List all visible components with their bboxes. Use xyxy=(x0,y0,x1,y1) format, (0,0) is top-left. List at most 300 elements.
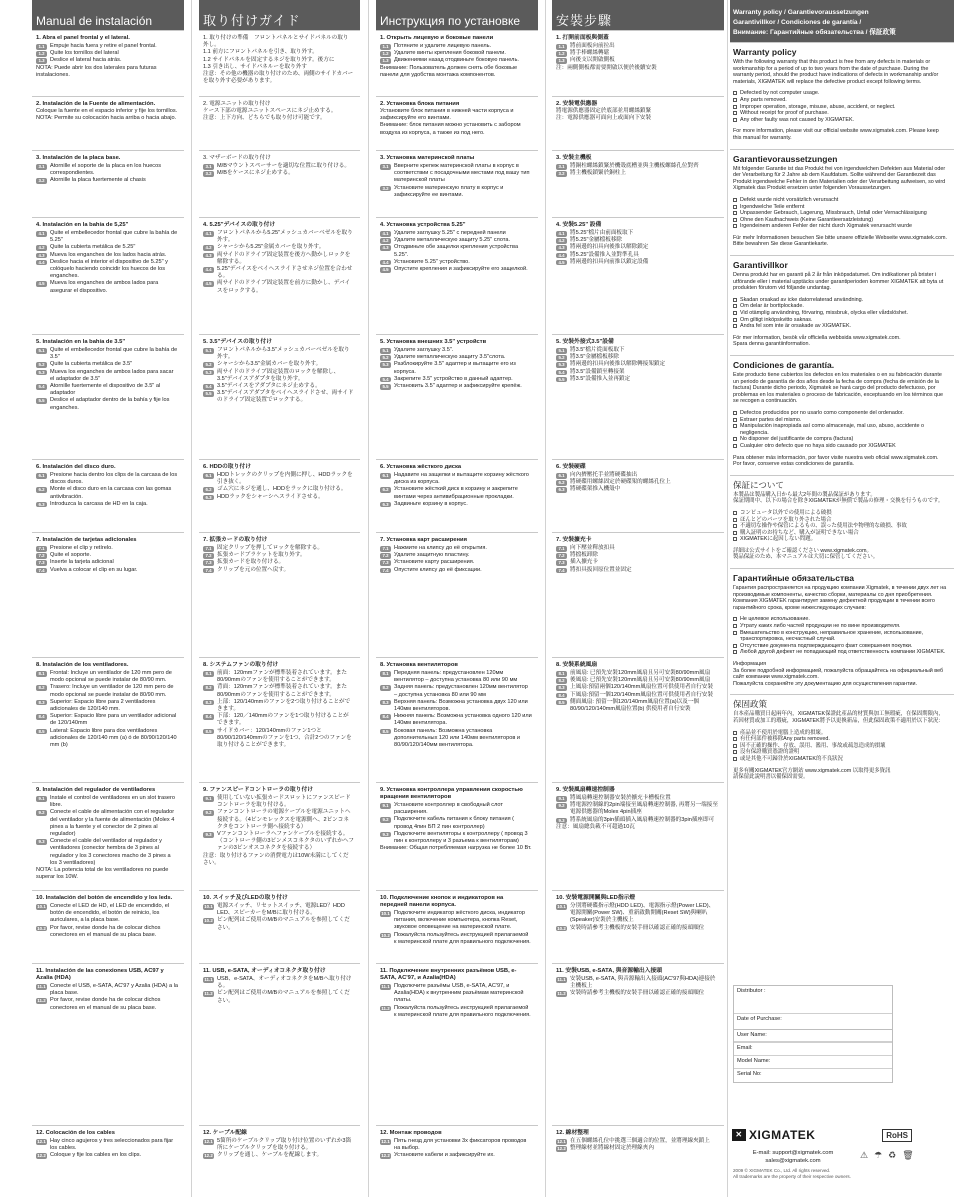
step-number-badge: 11.2 xyxy=(557,991,566,997)
checkbox-icon xyxy=(733,311,737,315)
step-number-badge: 9.1 xyxy=(556,796,567,802)
warranty-exclusion-text: Manipulación inapropiada así como almacenaje, mal uso, abuso, accidente o negligencia. xyxy=(740,423,924,436)
step-number-badge: 9.3 xyxy=(380,832,391,838)
step-text: Frontal: Incluye un ventilador de 120 mm pero de modo opcional se puede instalar de 80/90 mm. xyxy=(50,670,172,684)
step-number-badge: 8.2 xyxy=(380,685,391,691)
step-text: 插入擴充卡 xyxy=(570,559,598,566)
step-item xyxy=(380,50,532,57)
warranty-exclusion-text: Отсутствие документа подтверждающего факт совершения покупки. xyxy=(740,642,913,649)
warranty-exclusion-item xyxy=(733,423,948,436)
instruction-section xyxy=(552,532,724,657)
warranty-exclusion-item xyxy=(733,104,948,111)
step-list xyxy=(36,230,178,295)
step-text: 將5.25"檔片由前面板取下 xyxy=(570,230,634,236)
step-text: Vuelva a colocar el clip en su lugar. xyxy=(50,566,138,573)
warranty-exclusion-item xyxy=(733,323,948,330)
step-list xyxy=(380,983,532,1019)
step-item xyxy=(36,383,178,397)
warranty-exclusion-text: 購入証明のお持ちなど、購入が証明できない場合 xyxy=(740,529,859,536)
step-item xyxy=(36,997,178,1011)
step-number-badge: 1.1 xyxy=(36,44,47,50)
step-list xyxy=(36,795,178,867)
step-text: Quite el embellecedor frontal que cubre la bahía de 5.25" xyxy=(50,230,178,244)
step-text: 使用していない拡張カードスロットにファンスピードコントローラを取り付ける。 xyxy=(217,795,351,809)
step-text: Superior: Espacio libre para 2 ventiladores adicionales de 120/140 mm. xyxy=(50,698,156,713)
step-text: Conecte el USB, e-SATA, AC'97 y Azalia (HDA) a la placa base. xyxy=(50,983,179,997)
section-title: 12. Монтаж проводов xyxy=(380,1130,442,1136)
step-number-badge: 6.1 xyxy=(556,473,567,479)
instruction-section xyxy=(199,963,360,1125)
section-title: 8. 安裝系統風扇 xyxy=(556,662,598,668)
step-list xyxy=(203,795,354,853)
step-number-badge: 5.3 xyxy=(203,370,214,376)
step-text: 將主機板鎖緊於銅柱上 xyxy=(570,170,626,177)
section-title: 10. Подключение кнопок и индикаторов на передней панели корпуса. xyxy=(380,895,504,908)
step-number-badge: 4.4 xyxy=(203,267,214,273)
step-text: Нижняя панель: Возможна установка одного 120 или 140мм вентилятора. xyxy=(394,713,532,727)
step-number-badge: 4.3 xyxy=(36,253,47,259)
step-list xyxy=(556,43,718,65)
warranty-exclusion-list xyxy=(733,410,948,450)
step-item xyxy=(36,347,178,361)
instruction-section xyxy=(376,963,538,1125)
step-list xyxy=(380,43,532,65)
warranty-exclusion-item xyxy=(733,756,948,763)
checkbox-icon xyxy=(733,411,737,415)
warranty-exclusion-text: 或是其他不可歸咎於XIGMATEK的不良狀況 xyxy=(740,755,843,762)
step-list xyxy=(556,472,718,494)
step-number-badge: 10.2 xyxy=(557,925,566,931)
step-number-badge: 7.2 xyxy=(380,553,391,559)
step-item xyxy=(556,817,718,824)
step-number-badge: 12.1 xyxy=(204,1139,213,1144)
section-title: 8. Установка вентиляторов xyxy=(380,662,458,668)
distributor-field[interactable]: Distributor : xyxy=(734,986,892,1014)
section-title: 5. 3.5"デバイスの取り付け xyxy=(203,339,273,345)
step-list xyxy=(380,472,532,508)
warranty-intro: Este producto tiene cubiertos los defectos en los materiales o en su fabricación durante un periodo de garantía de dos años desde la fecha de compra (fecha de emisión de la factura) Durante dicho periodo, Xigmatek se hará cargo del producto defectuoso, por problemas en los materiales o proceso de fabricación, exceptuando en los términos que se recogen a continuación. xyxy=(733,372,944,405)
step-text: Por favor, revise donde ha de colocar dichos conectores en el manual de su placa base. xyxy=(50,924,161,938)
step-item xyxy=(203,728,354,750)
email-field[interactable]: Email: xyxy=(734,1043,892,1056)
warranty-exclusion-item xyxy=(733,204,948,211)
step-number-badge: 7.3 xyxy=(556,560,567,566)
step-text: Quite la cubierta metálica de 3.5" xyxy=(50,361,133,368)
step-list xyxy=(380,670,532,749)
instruction-section xyxy=(552,963,724,1125)
step-list xyxy=(556,230,718,266)
step-item xyxy=(556,903,718,925)
step-list xyxy=(36,1138,178,1160)
weee-bin-icon: 🗑 xyxy=(902,1150,914,1160)
step-text: 將硬碟用螺絲固定於硬碟架的螺絲孔位上 xyxy=(570,479,671,486)
column-divider xyxy=(191,0,192,1197)
step-list xyxy=(556,670,718,713)
column-header-ru: Инструкция по установке xyxy=(376,0,538,30)
step-text: 3.5"デバイスアダプタをベイへスライドさせ、両サイドのドライブ固定装置でロックする。 xyxy=(217,390,354,404)
step-item xyxy=(380,699,532,713)
instruction-section xyxy=(199,217,360,334)
instruction-section xyxy=(32,532,184,657)
step-item xyxy=(36,230,178,244)
step-number-badge: 1.3 xyxy=(556,58,567,64)
step-number-badge: 3.2 xyxy=(203,171,214,177)
step-item xyxy=(556,244,718,251)
warranty-exclusion-text: Вмешательство в конструкцию, неправильное хранение, использование, транспортировка, несчастный случай. xyxy=(740,629,924,643)
step-item xyxy=(36,397,178,411)
section-title: 4. 安裝5.25" 設備 xyxy=(556,222,602,228)
step-number-badge: 8.5 xyxy=(556,700,567,706)
step-item xyxy=(380,57,532,64)
fragile-icon: ⚠ xyxy=(860,1150,869,1160)
step-number-badge: 8.2 xyxy=(36,685,47,691)
section-title: 9. ファンスピードコントローラの取り付け xyxy=(203,787,314,793)
step-item xyxy=(380,670,532,684)
step-number-badge: 12.1 xyxy=(557,1139,566,1144)
step-number-badge: 1.3 xyxy=(36,58,47,64)
step-text: Empuje hacia fuera y retire el panel frontal. xyxy=(50,43,157,49)
purchase-date-field[interactable]: Date of Purchase: xyxy=(734,1014,892,1042)
step-number-badge: 9.1 xyxy=(36,796,47,802)
step-number-badge: 8.3 xyxy=(36,700,47,706)
warranty-section-title: Warranty policy xyxy=(733,47,797,57)
step-list xyxy=(556,795,718,824)
step-number-badge: 8.5 xyxy=(36,729,47,735)
instruction-section xyxy=(32,657,184,782)
step-number-badge: 6.2 xyxy=(203,487,214,493)
step-list xyxy=(380,347,532,390)
warranty-intro: With the following warranty that this product is free from any defects in materials or workmanship for a period of up to two years from the date of purchase. During the warranty period, should the product have indications of defects in workmanship and/or materials, XIGMATEK will replace the defective product except following terms. xyxy=(733,59,939,85)
step-item xyxy=(36,259,178,281)
step-number-badge: 4.2 xyxy=(203,245,214,251)
step-number-badge: 8.1 xyxy=(203,671,214,677)
step-item xyxy=(380,545,532,552)
step-item xyxy=(380,831,532,845)
step-item xyxy=(203,567,354,574)
warranty-intro: Denna produkt har en garanti på 2 år från inköpsdatumet. Om indikationer på brister i utförande eller i material upptäcks under garantiperioden kommer XIGMATEK att byta ut produkten förutom vid följande undantag. xyxy=(733,272,944,292)
column-ja xyxy=(199,0,360,1197)
step-text: Подключите кабель питания к блоку питания ( провод 4пин БП 2 пин контроллер) xyxy=(394,816,515,830)
section-title: 9. Instalación del regulador de ventiladores xyxy=(36,787,156,793)
warranty-exclusion-list xyxy=(733,510,948,543)
instruction-section xyxy=(376,459,538,532)
step-number-badge: 7.1 xyxy=(36,546,47,552)
warranty-exclusion-text: No disponer del justificante de compra (factura) xyxy=(740,436,854,443)
step-item xyxy=(380,163,532,185)
step-number-badge: 1.3 xyxy=(380,58,391,64)
step-text: Установите жёсткий диск в корзину и закрепите винтами через антивибрационные прокладки. xyxy=(394,486,518,500)
step-number-badge: 5.3 xyxy=(556,362,567,368)
step-text: 將前面板向前拉出 xyxy=(570,43,615,49)
checkbox-icon xyxy=(733,518,737,522)
step-number-badge: 11.2 xyxy=(204,991,213,997)
brand-name: XIGMATEK xyxy=(749,1128,816,1142)
step-number-badge: 5.2 xyxy=(203,362,214,368)
warranty-exclusion-text: Om giltigt inköpskvitto saknas. xyxy=(740,316,813,323)
section-note: 3. マザーボードの取り付け xyxy=(203,155,271,161)
step-list xyxy=(380,1138,532,1160)
section-title: 6. Instalación del disco duro. xyxy=(36,464,116,470)
instruction-section xyxy=(199,30,360,96)
step-number-badge: 6.1 xyxy=(203,473,214,479)
step-number-badge: 10.1 xyxy=(204,904,213,909)
warranty-intro: 本製品は製品購入日から最大2年間の製品保証があります。 保証期間中、以下の場合を除きXIGMATEKが無償で製品の修理・交換を行うものです。 xyxy=(733,491,944,505)
warranty-exclusion-text: 有任何部件被移除Any parts removed. xyxy=(740,736,830,743)
step-list xyxy=(556,545,718,574)
step-item xyxy=(203,795,354,809)
step-number-badge: 5.4 xyxy=(380,377,391,383)
step-text: 5箇所のケーブルクリップ取り付け位置のいずれか3箇所にケーブルクリップを取り付ける。 xyxy=(217,1138,352,1152)
column-zh xyxy=(552,0,724,1197)
step-text: 將電源控制線的2pin端接至風扇轉速控制器, 再將另一端接至電源供應器的Molex 4pin插座 xyxy=(570,802,718,816)
step-item xyxy=(380,983,532,1005)
step-item xyxy=(556,369,718,376)
step-number-badge: 8.1 xyxy=(380,671,391,677)
step-text: Hay cinco agujeros y tres seleccionados para fijar los cables. xyxy=(50,1138,174,1152)
step-number-badge: 5.5 xyxy=(556,377,567,383)
step-item xyxy=(556,925,718,932)
step-item xyxy=(556,259,718,266)
warranty-exclusion-text: Om delar är borttplockade. xyxy=(740,303,804,310)
step-item xyxy=(36,252,178,259)
section-title: 11. Подключение внутренних разъёмов USB, e-SATA, AC'97, и Azalia(HDA) xyxy=(380,968,517,981)
warranty-exclusion-item xyxy=(733,97,948,104)
warranty-section xyxy=(730,355,954,475)
warranty-exclusion-text: Vid otämplig användning, förvaring, missbruk, olycka eller vårdslöshet. xyxy=(740,310,908,317)
step-text: Lateral: Espacio libre para dos ventiladores adicionales de 120/140 mm (a) ó de 80/90/120/140 mm (b) xyxy=(50,727,177,749)
warranty-section xyxy=(730,694,954,787)
warranty-exclusion-text: Irgendeinem anderen Fehler der nicht durch Xigmatek verursacht wurde xyxy=(740,223,912,230)
step-number-badge: 1.2 xyxy=(556,51,567,57)
section-title: 12. Colocación de los cables xyxy=(36,1130,115,1136)
section-note: 注意：取り付けるファンの消費電力は10W未満にしてください。 xyxy=(203,852,349,866)
warranty-outro: 更多有關XIGMATEK官方網站 www.xigmatek.com 以取得更多資訊 請保留此說明書以備保固需要。 xyxy=(733,767,891,781)
step-number-badge: 6.3 xyxy=(380,502,391,508)
checkbox-icon xyxy=(733,98,737,102)
brand-row xyxy=(732,1124,912,1146)
step-number-badge: 5.5 xyxy=(203,391,214,397)
umbrella-icon: ☂ xyxy=(874,1150,883,1160)
step-number-badge: 9.2 xyxy=(556,803,567,809)
step-number-badge: 3.2 xyxy=(556,171,567,177)
user-name-field[interactable]: User Name: xyxy=(734,1030,892,1043)
step-item xyxy=(380,347,532,354)
step-item xyxy=(203,1152,354,1159)
step-text: 向下壓並釋放扣具 xyxy=(570,545,615,551)
step-number-badge: 7.2 xyxy=(36,553,47,559)
step-list xyxy=(556,1138,718,1152)
step-text: 分別將硬碟指示燈(HDD LED)、電源指示燈(Power LED)、電源開關(Power SW)、重新啟動開關(Reset SW)與喇叭(Speaker)安裝於主機板上 xyxy=(570,903,715,924)
step-text: Пять гнезд для установки 3х фиксаторов проводов на выбор. xyxy=(394,1138,527,1152)
section-title: 9. Установка контроллера управления скоростью вращения вентиляторов xyxy=(380,787,523,800)
step-item xyxy=(36,728,178,750)
warranty-exclusion-list xyxy=(733,730,948,763)
warranty-outro: För mer information, besök vår officiella webbsida www.xigmatek.com. Spara denna garantiinformation. xyxy=(733,334,901,348)
section-title: 7. 安裝擴充卡 xyxy=(556,537,592,543)
step-text: 將風扇轉速控制器安裝於擴充卡槽板位置 xyxy=(570,795,671,801)
step-text: サイドカバー：120/140mmのファン1つと80/90/120/140mmのファンを1つ、合計2つのファンを取り付けることができます。 xyxy=(217,727,352,749)
step-number-badge: 5.2 xyxy=(556,355,567,361)
step-item xyxy=(556,802,718,816)
step-item xyxy=(36,670,178,684)
warranty-exclusion-item xyxy=(733,90,948,97)
instruction-section xyxy=(552,150,724,217)
step-item xyxy=(556,976,718,990)
step-item xyxy=(203,230,354,244)
instruction-section xyxy=(199,150,360,217)
step-list xyxy=(36,670,178,749)
step-text: Mueva los enganches de ambos lados para asegurar el dispositivo. xyxy=(50,280,159,294)
step-item xyxy=(203,917,354,931)
step-item xyxy=(203,361,354,368)
column-es xyxy=(32,0,184,1197)
step-item xyxy=(556,567,718,574)
step-text: Quite el embellecedor frontal que cubre la bahía de 3.5" xyxy=(50,347,178,361)
instruction-section xyxy=(376,30,538,96)
step-list xyxy=(36,903,178,939)
checkbox-icon xyxy=(733,111,737,115)
step-text: Deslice el lateral hacia atrás. xyxy=(50,57,122,64)
step-item xyxy=(36,903,178,925)
step-number-badge: 8.1 xyxy=(36,671,47,677)
instruction-section xyxy=(199,532,360,657)
section-title: 5. Установка внешних 3.5" устройств xyxy=(380,339,487,345)
checkbox-icon xyxy=(733,211,737,215)
warranty-exclusion-text: ほんとどのパーツを取り外された場合 xyxy=(740,516,832,523)
warranty-exclusion-item xyxy=(733,749,948,756)
step-item xyxy=(203,347,354,361)
warranty-exclusion-item xyxy=(733,410,948,417)
step-text: Установите контроллер в свободный слот расширения. xyxy=(394,802,503,816)
step-text: Trasero: Incluye un ventilador de 120 mm pero de modo opcional se puede instalar de 80/90 mm. xyxy=(50,684,174,698)
step-number-badge: 8.5 xyxy=(380,729,391,735)
warranty-section xyxy=(730,149,954,256)
step-text: 両サイドのドライブ固定装置を後方へ動かしロックを解除する。 xyxy=(217,251,351,265)
step-number-badge: 10.1 xyxy=(557,904,566,909)
step-number-badge: 7.3 xyxy=(36,560,47,566)
step-list xyxy=(203,163,354,177)
section-title: 3. 安裝主機板 xyxy=(556,155,592,161)
step-number-badge: 3.2 xyxy=(380,186,391,192)
step-number-badge: 7.4 xyxy=(556,568,567,574)
section-title: 2. Instalación de la Fuente de alimentación. xyxy=(36,101,156,107)
instruction-section xyxy=(32,96,184,150)
warranty-exclusion-text: Extraer partes del mismo. xyxy=(740,416,802,423)
step-text: 安裝USB, e-SATA, 與音源輸出入接頭(AC'97與HDA)連接於主機板上 xyxy=(570,976,716,990)
step-number-badge: 4.5 xyxy=(203,281,214,287)
warranty-exclusion-text: Не целевое использование. xyxy=(740,616,810,623)
checkbox-icon xyxy=(733,198,737,202)
step-text: 5.25"デバイスをベイへスライドさせネジ位置を合わせる。 xyxy=(217,266,353,280)
section-title: 10. Instalación del botón de encendido y los leds. xyxy=(36,895,173,901)
instruction-section xyxy=(376,1125,538,1197)
step-text: M/Bをケースにネジ止めする。 xyxy=(217,170,294,177)
step-text: Опустите крепления и зафиксируйте его защелкой. xyxy=(394,266,528,273)
instruction-section xyxy=(376,96,538,150)
step-text: 將系統風扇的3pin插頭插入風扇轉速控制器的3pin插座即可 xyxy=(570,816,715,823)
step-item xyxy=(36,699,178,713)
instruction-section xyxy=(199,96,360,150)
model-name-field[interactable]: Model Name: xyxy=(734,1056,892,1069)
step-text: Удалите металлическую защиту 3.5"слота. xyxy=(394,354,506,361)
step-number-badge: 6.1 xyxy=(36,473,47,479)
step-text: 固定クリップを押してロックを解除する。 xyxy=(217,545,323,551)
step-text: Передняя панель: предустановлен 120мм вентилятор – доступна установка 80 или 90 мм xyxy=(394,670,518,684)
step-text: Пожалуйста пользуйтесь инструкцией прилагаемой к материнской плате для правильного подключения. xyxy=(394,1004,531,1018)
step-list xyxy=(556,163,718,177)
section-title: 4. 5.25"デバイスの取り付け xyxy=(203,222,276,228)
instruction-section xyxy=(199,657,360,782)
step-number-badge: 10.1 xyxy=(37,904,46,909)
step-item xyxy=(36,50,178,57)
step-item xyxy=(203,684,354,698)
step-number-badge: 6.1 xyxy=(380,473,391,479)
instruction-section xyxy=(552,217,724,334)
step-item xyxy=(380,244,532,258)
step-list xyxy=(203,545,354,574)
instruction-section xyxy=(32,30,184,96)
step-item xyxy=(36,280,178,294)
warranty-exclusion-text: Irgendwelche Teile entfernt xyxy=(740,203,805,210)
step-number-badge: 7.4 xyxy=(380,568,391,574)
step-number-badge: 3.1 xyxy=(556,164,567,170)
step-list xyxy=(36,983,178,1012)
warranty-outro: 詳細は公式サイトをご確認ください www.xigmatek.com。 製品保証のため、本マニュアルは大切に保管してください。 xyxy=(733,547,879,561)
step-item xyxy=(203,990,354,1004)
compliance-symbols xyxy=(860,1150,950,1161)
step-text: 將5.25"金屬檔板移除 xyxy=(570,237,623,244)
step-text: 將3.5"金屬檔板移除 xyxy=(570,354,619,361)
warranty-exclusion-text: Without receipt for proof of purchase. xyxy=(740,110,829,117)
step-item xyxy=(203,559,354,566)
step-item xyxy=(203,369,354,383)
step-item xyxy=(556,486,718,493)
warranty-exclusion-text: Andra fel som inte är orsakade av XIGMATEK. xyxy=(740,323,852,330)
checkbox-icon xyxy=(733,750,737,754)
step-text: Установите кабели и зафиксируйте их. xyxy=(394,1152,495,1159)
checkbox-icon xyxy=(733,650,737,654)
warranty-section xyxy=(730,475,954,568)
step-item xyxy=(203,976,354,990)
step-item xyxy=(36,1138,178,1152)
step-number-badge: 11.1 xyxy=(557,977,566,982)
step-item xyxy=(380,486,532,500)
step-list xyxy=(556,347,718,383)
warranty-exclusion-text: Defekt wurde nicht vorsätzlich verursacht xyxy=(740,196,839,203)
step-number-badge: 11.1 xyxy=(204,977,213,982)
step-number-badge: 6.3 xyxy=(36,502,47,508)
step-text: 將兩邊的扣具向後推以解除鎖定 xyxy=(570,244,649,251)
warranty-section xyxy=(730,568,954,694)
step-list xyxy=(203,670,354,749)
step-number-badge: 8.4 xyxy=(36,714,47,720)
serial-no-field[interactable]: Serial No: xyxy=(737,1071,762,1077)
step-text: 整理線材並將線材固定於理線夾內 xyxy=(570,1145,654,1152)
step-number-badge: 4.4 xyxy=(380,260,391,266)
section-title: 11. 安裝USB, e-SATA, 與音源輸出入接頭 xyxy=(556,968,663,974)
step-text: Установите карту расширения. xyxy=(394,559,475,566)
step-text: Conecte el cable del ventilador al regulador y ventiladores (conector hembra de 3 pines al regulador y los 3 conectores macho de 3 pines a los 3 ventiladores) xyxy=(50,838,171,866)
step-number-badge: 11.1 xyxy=(381,984,390,989)
warranty-exclusion-item xyxy=(733,217,948,224)
step-text: 將硬碟架推入機殼中 xyxy=(570,486,621,493)
step-item xyxy=(36,925,178,939)
instruction-section xyxy=(32,1125,184,1197)
step-number-badge: 7.2 xyxy=(203,553,214,559)
step-text: Superior: Espacio libre para un ventilador adicional de 120/140mm xyxy=(50,713,177,727)
step-number-badge: 5.3 xyxy=(36,370,47,376)
instruction-section xyxy=(552,890,724,963)
